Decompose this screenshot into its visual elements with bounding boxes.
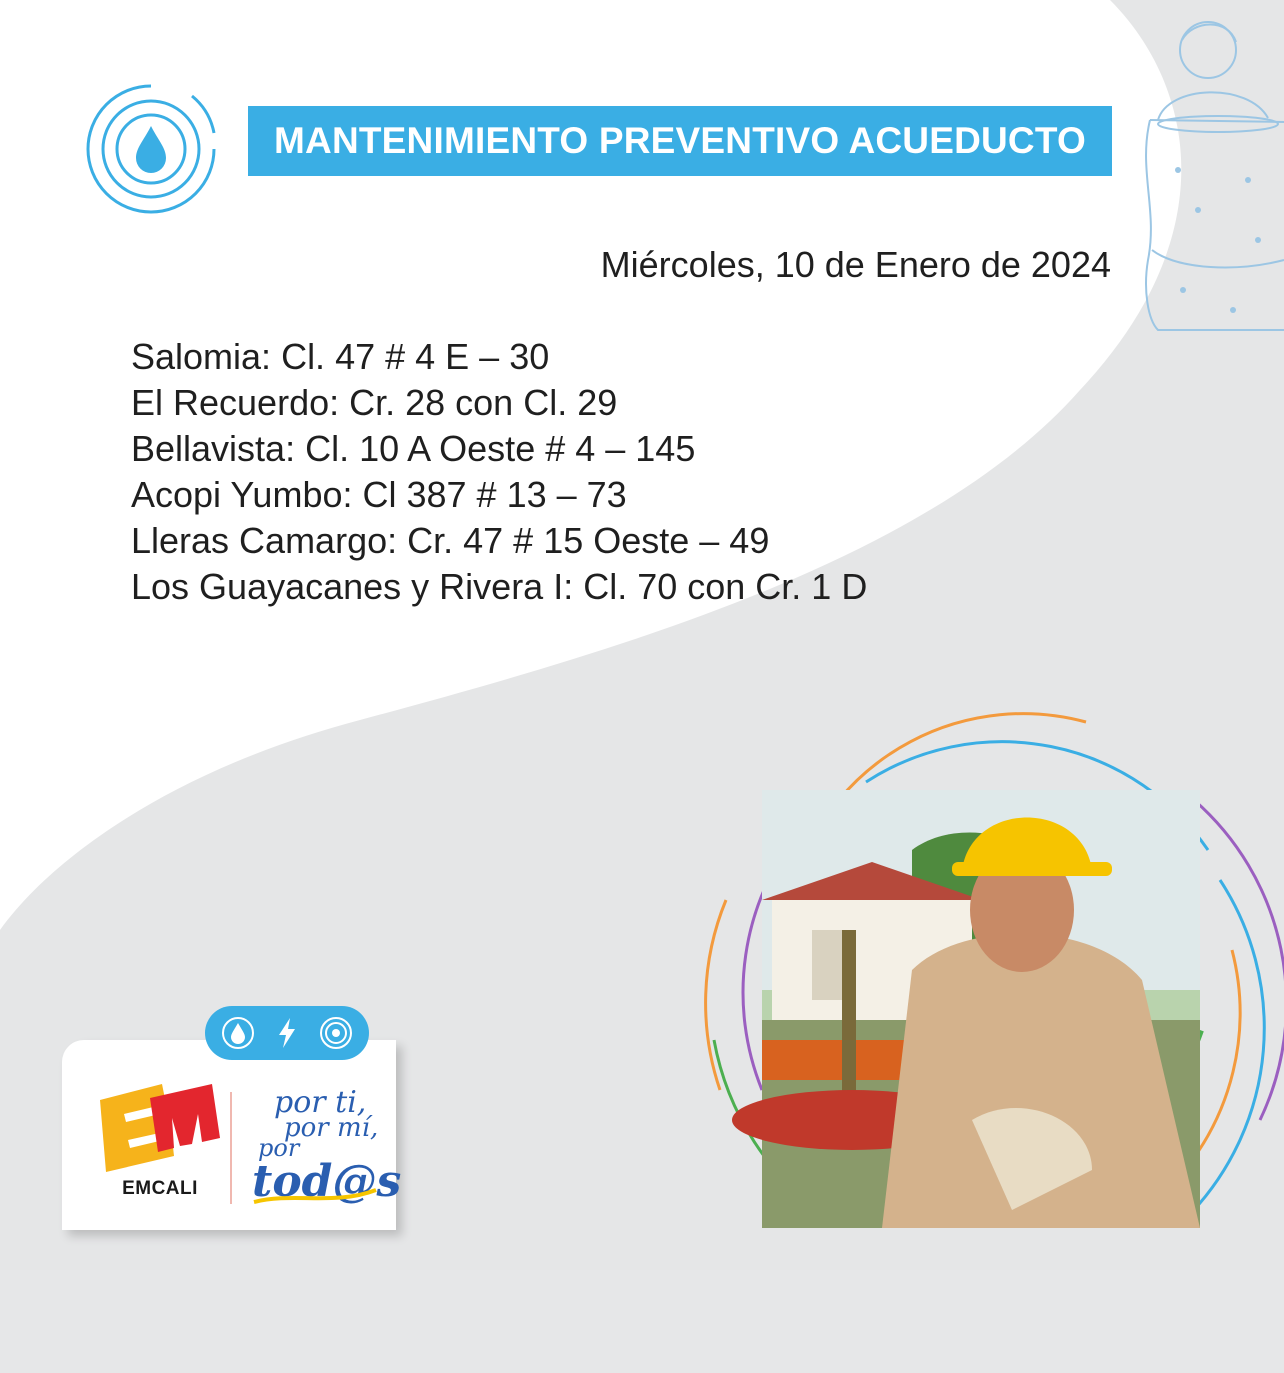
list-item: El Recuerdo: Cr. 28 con Cl. 29 [131, 382, 618, 423]
worker-photo-group [700, 700, 1280, 1260]
address-list [131, 334, 867, 610]
services-icons [205, 1006, 369, 1060]
svg-text:por: por [258, 1134, 300, 1162]
wifi-signal-icon [318, 1015, 354, 1051]
worker-photo [762, 790, 1200, 1228]
water-drop-icon [220, 1015, 256, 1051]
svg-text:por mí,: por mí, [284, 1113, 379, 1143]
brand-card [62, 1040, 402, 1230]
slogan-logo [244, 1078, 402, 1210]
list-item: Lleras Camargo: Cr. 47 # 15 Oeste – 49 [131, 520, 770, 561]
lightning-icon [269, 1015, 305, 1051]
page-title: MANTENIMIENTO PREVENTIVO ACUEDUCTO [248, 106, 1112, 176]
divider [230, 1092, 232, 1204]
date-label: Miércoles, 10 de Enero de 2024 [600, 244, 1111, 285]
water-drop-icon [80, 78, 222, 220]
svg-text:tod@s: tod@s [252, 1156, 402, 1207]
emcali-logo-text: EMCALI [122, 1178, 198, 1199]
child-water-tank-illustration [1138, 10, 1284, 340]
list-item: Los Guayacanes y Rivera I: Cl. 70 con Cr. 1 D [131, 566, 868, 607]
svg-text:por ti,: por ti, [274, 1085, 367, 1120]
footer-band [0, 1270, 1284, 1373]
list-item: Salomia: Cl. 47 # 4 E – 30 [131, 336, 550, 377]
list-item: Bellavista: Cl. 10 A Oeste # 4 – 145 [131, 428, 696, 469]
list-item: Acopi Yumbo: Cl 387 # 13 – 73 [131, 474, 627, 515]
emcali-logo [92, 1084, 224, 1174]
